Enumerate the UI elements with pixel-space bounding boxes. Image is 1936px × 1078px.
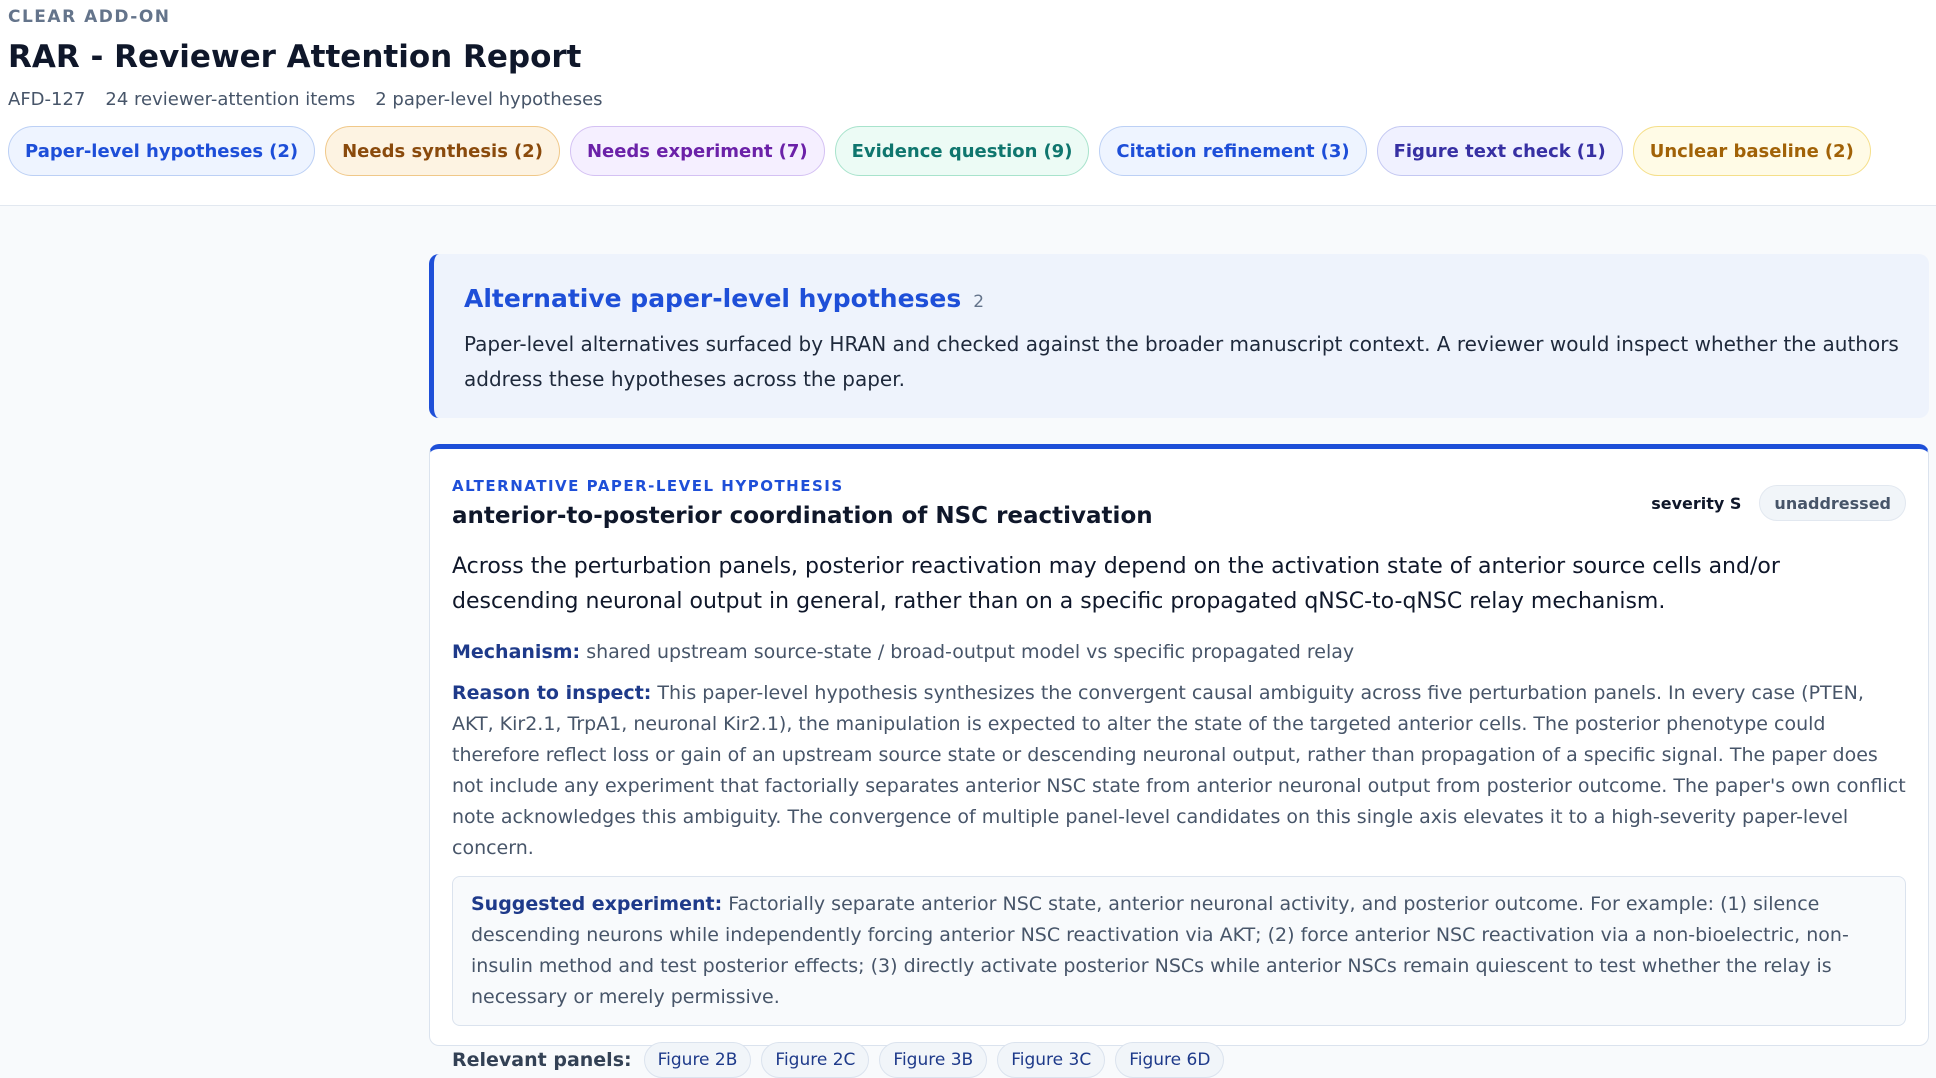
panel-chip-figure-3b[interactable]: Figure 3B [879, 1042, 987, 1078]
filter-count: (2) [1824, 140, 1854, 162]
status-badge: unaddressed [1759, 485, 1906, 521]
section-title: Alternative paper-level hypotheses [464, 284, 962, 313]
filter-figure-text-check[interactable] [1377, 126, 1623, 176]
filter-count: (3) [1320, 140, 1350, 162]
filter-needs-synthesis[interactable] [325, 126, 560, 176]
filter-label: Citation refinement [1116, 140, 1315, 162]
filter-count: (2) [269, 140, 299, 162]
panel-chip-figure-6d[interactable]: Figure 6D [1115, 1042, 1224, 1078]
mechanism-label: Mechanism: [452, 641, 581, 663]
reason-label: Reason to inspect: [452, 682, 652, 704]
filter-count: (2) [513, 140, 543, 162]
report-meta [8, 88, 1928, 112]
section-count: 2 [973, 292, 985, 312]
panel-chip-figure-2c[interactable]: Figure 2C [761, 1042, 869, 1078]
filter-evidence-question[interactable] [835, 126, 1090, 176]
item-count: 24 reviewer-attention items [105, 89, 356, 110]
hypothesis-card [429, 444, 1929, 1071]
severity-label: severity S [1651, 493, 1742, 513]
filter-citation-refinement[interactable] [1099, 126, 1366, 176]
suggest-text: Factorially separate anterior NSC state, anterior neuronal activity, and posterior outcome. For example: (1) silence descending neurons while independently forcing anterior NSC reactivation via AKT; (2) force anterior NSC reactivation via a non-bioelectric, non-insulin method and test posterior effects; (3) directly activate posterior NSCs while anterior NSCs remain quiescent to test whether the relay is necessary or merely permissive. [471, 893, 1849, 1008]
section-description: Paper-level alternatives surfaced by HRAN and checked against the broader manuscript context. A reviewer would inspect whether the authors address these hypotheses across the paper. [464, 332, 1899, 391]
card-title: anterior-to-posterior coordination of NSC reactivation [452, 503, 1153, 529]
report-main [429, 254, 1929, 1071]
report-header [0, 0, 1936, 206]
card-eyebrow: ALTERNATIVE PAPER-LEVEL HYPOTHESIS [452, 477, 844, 495]
filter-chips [8, 126, 1928, 176]
filter-label: Needs synthesis [342, 140, 508, 162]
mechanism-text: shared upstream source-state / broad-output model vs specific propagated relay [586, 641, 1355, 663]
panel-chip-figure-3c[interactable]: Figure 3C [997, 1042, 1105, 1078]
relevant-panels [452, 1042, 1906, 1078]
suggest-label: Suggested experiment: [471, 893, 723, 915]
filter-paper-level-hypotheses[interactable] [8, 126, 315, 176]
section-intro [429, 254, 1929, 418]
mechanism-row [452, 637, 1906, 668]
reason-text: This paper-level hypothesis synthesizes the convergent causal ambiguity across five perturbation panels. In every case (PTEN, AKT, Kir2.1, TrpA1, neuronal Kir2.1), the manipulation is expected to alter the state of the targeted anterior cells. The posterior phenotype could therefore reflect loss or gain of an upstream source state or descending neuronal output, rather than propagation of a specific signal. The paper does not include any experiment that factorially separates anterior NSC state from anterior neuronal output from posterior outcome. The paper's own conflict note acknowledges this ambiguity. The convergence of multiple panel-level candidates on this single axis elevates it to a high-severity paper-level concern. [452, 682, 1906, 859]
card-badges [1651, 485, 1906, 521]
hypothesis-count: 2 paper-level hypotheses [375, 89, 603, 110]
reason-row [452, 678, 1906, 864]
filter-label: Paper-level hypotheses [25, 140, 264, 162]
panel-chip-figure-2b[interactable]: Figure 2B [644, 1042, 752, 1078]
filter-count: (7) [778, 140, 808, 162]
filter-count: (1) [1576, 140, 1606, 162]
section-title-row [464, 284, 1899, 313]
filter-label: Unclear baseline [1649, 140, 1819, 162]
filter-label: Figure text check [1393, 140, 1571, 162]
filter-label: Evidence question [851, 140, 1038, 162]
panels-label: Relevant panels: [452, 1049, 632, 1071]
addon-eyebrow: CLEAR ADD-ON [8, 7, 171, 27]
card-summary: Across the perturbation panels, posterior reactivation may depend on the activation state of anterior source cells and/or descending neuronal output in general, rather than on a specific propagated qNSC-to-qNSC relay mechanism. [452, 554, 1780, 614]
filter-label: Needs experiment [586, 140, 773, 162]
filter-unclear-baseline[interactable] [1633, 126, 1871, 176]
filter-needs-experiment[interactable] [570, 126, 825, 176]
page-title: RAR - Reviewer Attention Report [8, 39, 582, 75]
suggested-experiment-box [452, 876, 1906, 1026]
report-id: AFD-127 [8, 89, 86, 110]
filter-count: (9) [1043, 140, 1073, 162]
